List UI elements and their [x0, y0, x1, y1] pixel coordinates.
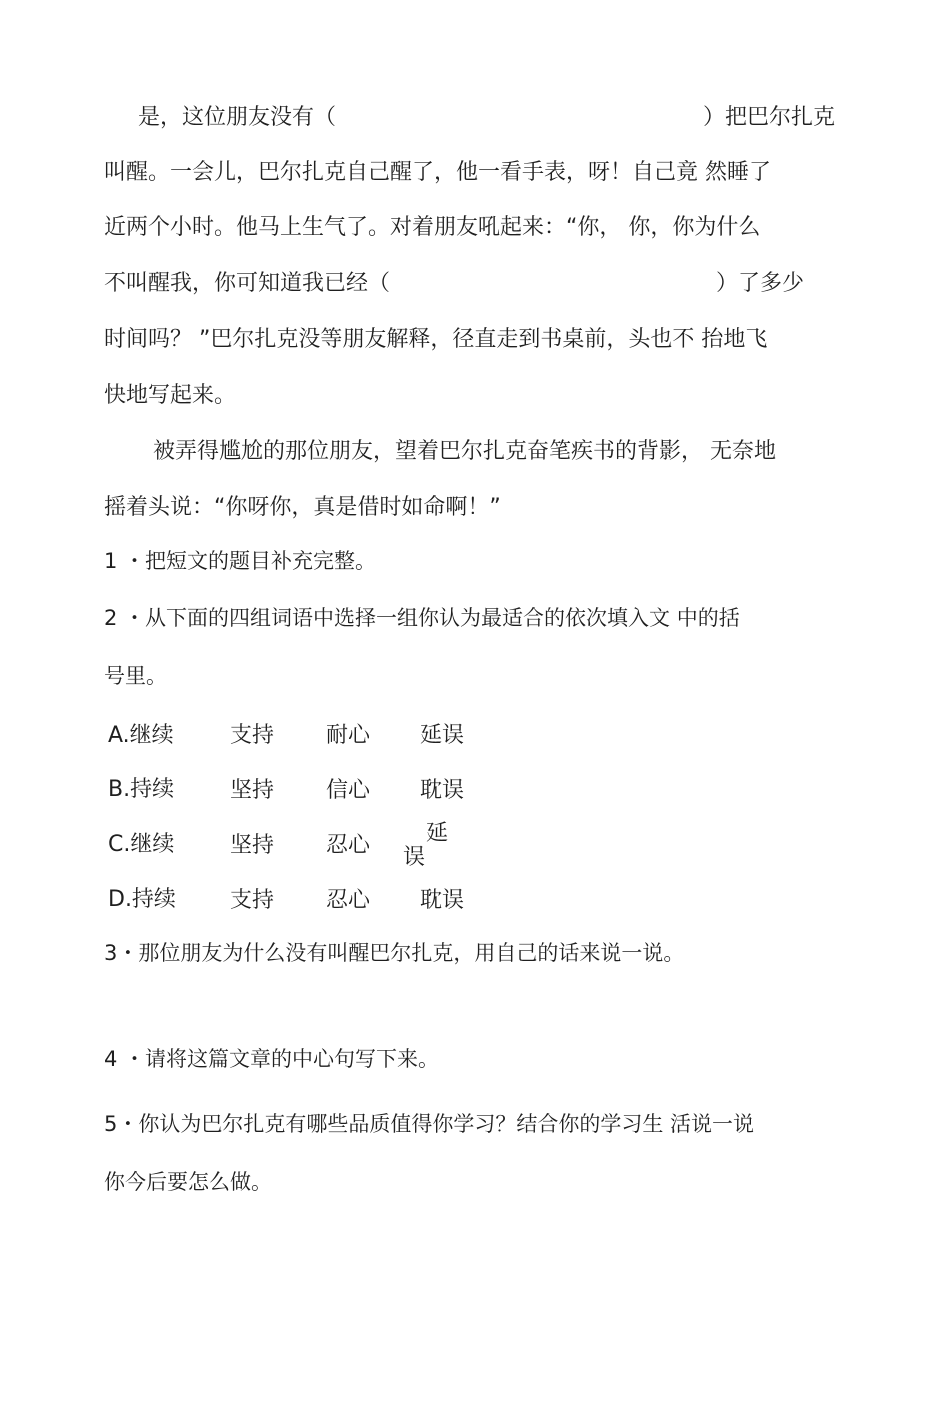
option-a-label: A.继续	[108, 723, 174, 748]
option-d-word-4: 耽误	[420, 888, 465, 913]
passage-line-1b: ）把巴尔扎克	[703, 105, 836, 130]
option-a-word-3: 耐心	[326, 723, 371, 748]
passage-line-7: 被弄得尴尬的那位朋友，望着巴尔扎克奋笔疾书的背影， 无奈地	[153, 439, 776, 464]
question-3: 3・那位朋友为什么没有叫醒巴尔扎克，用自己的话来说一说。	[104, 941, 685, 965]
option-c-word-4-top: 延	[426, 821, 449, 846]
option-b-word-4: 耽误	[420, 778, 465, 803]
option-b-word-3: 信心	[326, 778, 371, 803]
option-a-word-4: 延误	[420, 723, 465, 748]
passage-line-4b: ）了多少	[716, 271, 805, 296]
question-1: 1 ・把短文的题目补充完整。	[104, 549, 377, 573]
option-d-word-3: 忍心	[326, 888, 371, 913]
option-a-word-2: 支持	[230, 723, 275, 748]
option-c-word-3: 忍心	[326, 833, 371, 858]
passage-line-2: 叫醒。一会儿，巴尔扎克自己醒了，他一看手表，呀！自己竟 然睡了	[104, 160, 771, 185]
question-2: 2 ・从下面的四组词语中选择一组你认为最适合的依次填入文 中的括	[104, 606, 740, 630]
option-b-word-2: 坚持	[230, 778, 275, 803]
option-c-label: C.继续	[108, 832, 175, 857]
question-5-cont: 你今后要怎么做。	[104, 1170, 272, 1194]
passage-line-6: 快地写起来。	[104, 383, 237, 408]
option-c-word-4-bottom: 误	[403, 845, 426, 870]
passage-line-3: 近两个小时。他马上生气了。对着朋友吼起来：“你， 你，你为什么	[104, 215, 761, 240]
passage-line-5: 时间吗？ ”巴尔扎克没等朋友解释，径直走到书桌前，头也不 抬地飞	[104, 327, 768, 352]
question-4: 4 ・请将这篇文章的中心句写下来。	[104, 1047, 440, 1071]
option-b-label: B.持续	[108, 777, 175, 802]
question-5: 5・你认为巴尔扎克有哪些品质值得你学习？结合你的学习生 活说一说	[104, 1112, 755, 1136]
passage-line-8: 摇着头说：“你呀你，真是借时如命啊！”	[104, 495, 501, 520]
option-d-word-2: 支持	[230, 888, 275, 913]
passage-line-1a: 是，这位朋友没有（	[138, 105, 337, 130]
passage-line-4a: 不叫醒我，你可知道我已经（	[104, 271, 391, 296]
option-c-word-2: 坚持	[230, 833, 275, 858]
question-2-cont: 号里。	[104, 664, 167, 688]
option-d-label: D.持续	[108, 887, 176, 912]
